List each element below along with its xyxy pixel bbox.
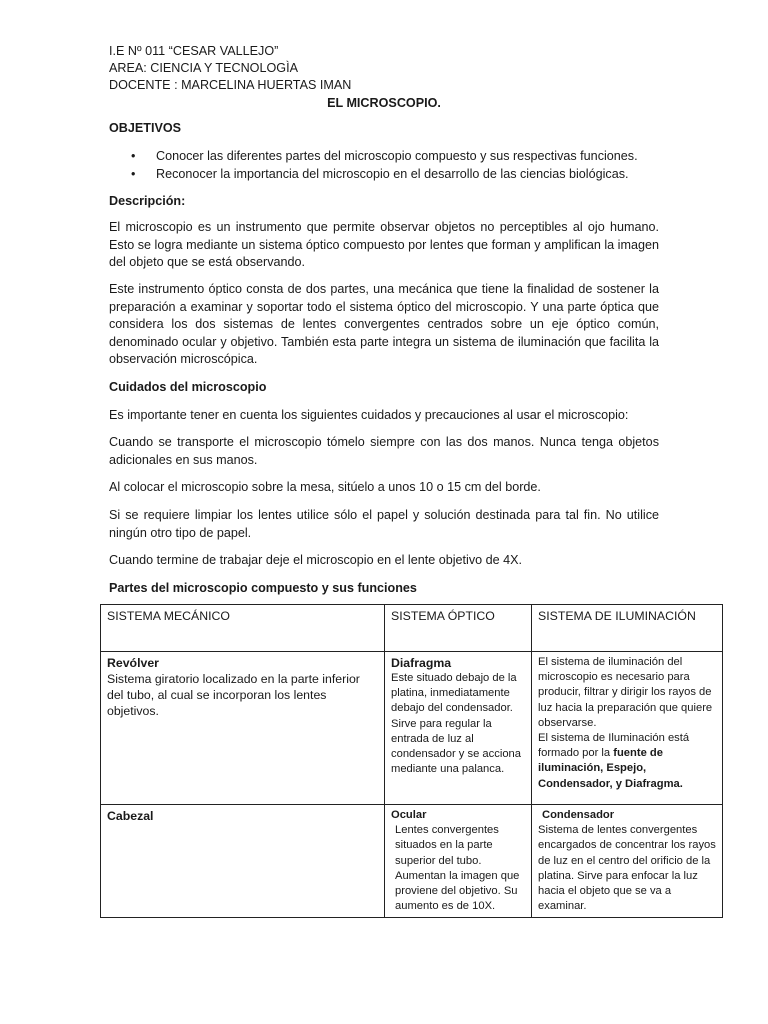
care-paragraph: Cuando termine de trabajar deje el microscopio en el lente objetivo de 4X. bbox=[109, 553, 523, 567]
bullet-icon: • bbox=[131, 149, 136, 163]
part-description: El sistema de iluminación del microscopio es necesario para producir, filtrar y dirigir los rayos de luz hacia la preparación que quiere observarse. bbox=[538, 656, 713, 729]
care-paragraph: Es importante tener en cuenta los siguientes cuidados y precauciones al usar el microscopio: bbox=[109, 408, 629, 422]
objective-text: Conocer las diferentes partes del microscopio compuesto y sus respectivas funciones. bbox=[156, 149, 638, 163]
list-item bbox=[109, 165, 669, 183]
objectives-heading: OBJETIVOS bbox=[109, 121, 182, 135]
document-title bbox=[0, 95, 768, 113]
objective-text: Reconocer la importancia del microscopio en el desarrollo de las ciencias biológicas. bbox=[156, 167, 629, 181]
description-paragraph-2: Este instrumento óptico consta de dos partes, una mecánica que tiene la finalidad de sostener la preparación a examinar y soportar todo el sistema óptico del microscopio. Y una parte óptica que considera los dos sistemas de lentes convergentes centrados sobre un eje óptico común, denominado ocular y objetivo. También esta parte integra un sistema de iluminación que facilita la observación microscópica. bbox=[109, 282, 659, 367]
table-header-row bbox=[101, 605, 723, 652]
document-title-text: EL MICROSCOPIO. bbox=[327, 96, 441, 110]
description-heading: Descripción: bbox=[109, 194, 186, 208]
care-paragraph: Al colocar el microscopio sobre la mesa, sitúelo a unos 10 o 15 cm del borde. bbox=[109, 480, 541, 494]
document-header bbox=[109, 43, 351, 95]
column-header: SISTEMA ÓPTICO bbox=[385, 605, 532, 652]
parts-table bbox=[100, 604, 723, 918]
care-paragraph: Si se requiere limpiar los lentes utilice sólo el papel y solución destinada para tal fin. No utilice ningún otro tipo de papel. bbox=[109, 508, 659, 540]
area-line: AREA: CIENCIA Y TECNOLOGÌA bbox=[109, 61, 298, 76]
table-cell bbox=[532, 652, 723, 805]
table-cell bbox=[101, 805, 385, 918]
table-cell bbox=[101, 652, 385, 805]
composition-bold-text: fuente de iluminación, Espejo, Condensador, y Diafragma. bbox=[538, 747, 683, 790]
composition-text: El sistema de Iluminación está formado por la bbox=[538, 732, 690, 760]
table-row bbox=[101, 805, 723, 918]
part-name: Ocular bbox=[391, 809, 427, 821]
part-description: Lentes convergentes situados en la parte superior del tubo. Aumentan la imagen que proviene del objetivo. Su aumento es de 10X. bbox=[395, 824, 520, 913]
table-cell bbox=[385, 805, 532, 918]
part-name: Revólver bbox=[107, 656, 159, 670]
table-cell bbox=[385, 652, 532, 805]
part-name: Diafragma bbox=[391, 656, 452, 670]
list-item bbox=[109, 147, 669, 165]
bullet-icon: • bbox=[131, 167, 136, 181]
part-name: Cabezal bbox=[107, 809, 154, 823]
table-cell bbox=[532, 805, 723, 918]
part-description: Sistema de lentes convergentes encargados de concentrar los rayos de luz en el centro del orificio de la platina. Sirve para enfocar la luz hacia el objeto que se va a examinar. bbox=[538, 824, 716, 913]
parts-heading: Partes del microscopio compuesto y sus funciones bbox=[109, 581, 417, 595]
part-description: Sistema giratorio localizado en la parte inferior del tubo, al cual se incorporan los lentes objetivos. bbox=[107, 672, 360, 718]
care-heading: Cuidados del microscopio bbox=[109, 380, 267, 394]
column-header: SISTEMA MECÁNICO bbox=[101, 605, 385, 652]
care-paragraph: Cuando se transporte el microscopio tómelo siempre con las dos manos. Nunca tenga objetos adicionales en sus manos. bbox=[109, 435, 659, 467]
table-row bbox=[101, 652, 723, 805]
column-header: SISTEMA DE ILUMINACIÓN bbox=[532, 605, 723, 652]
part-name: Condensador bbox=[542, 809, 615, 821]
school-name: I.E Nº 011 “CESAR VALLEJO” bbox=[109, 44, 279, 58]
part-description-composition bbox=[538, 731, 716, 792]
teacher-line: DOCENTE : MARCELINA HUERTAS IMAN bbox=[109, 78, 352, 93]
objectives-list bbox=[109, 147, 669, 183]
part-description: Este situado debajo de la platina, inmediatamente debajo del condensador. Sirve para regular la entrada de luz al condensador y se acciona mediante una palanca. bbox=[391, 672, 521, 776]
description-paragraph-1: El microscopio es un instrumento que permite observar objetos no perceptibles al ojo humano. Esto se logra mediante un sistema óptico compuesto por lentes que forman y amplifican la imagen del objeto que se está observando. bbox=[109, 220, 659, 270]
